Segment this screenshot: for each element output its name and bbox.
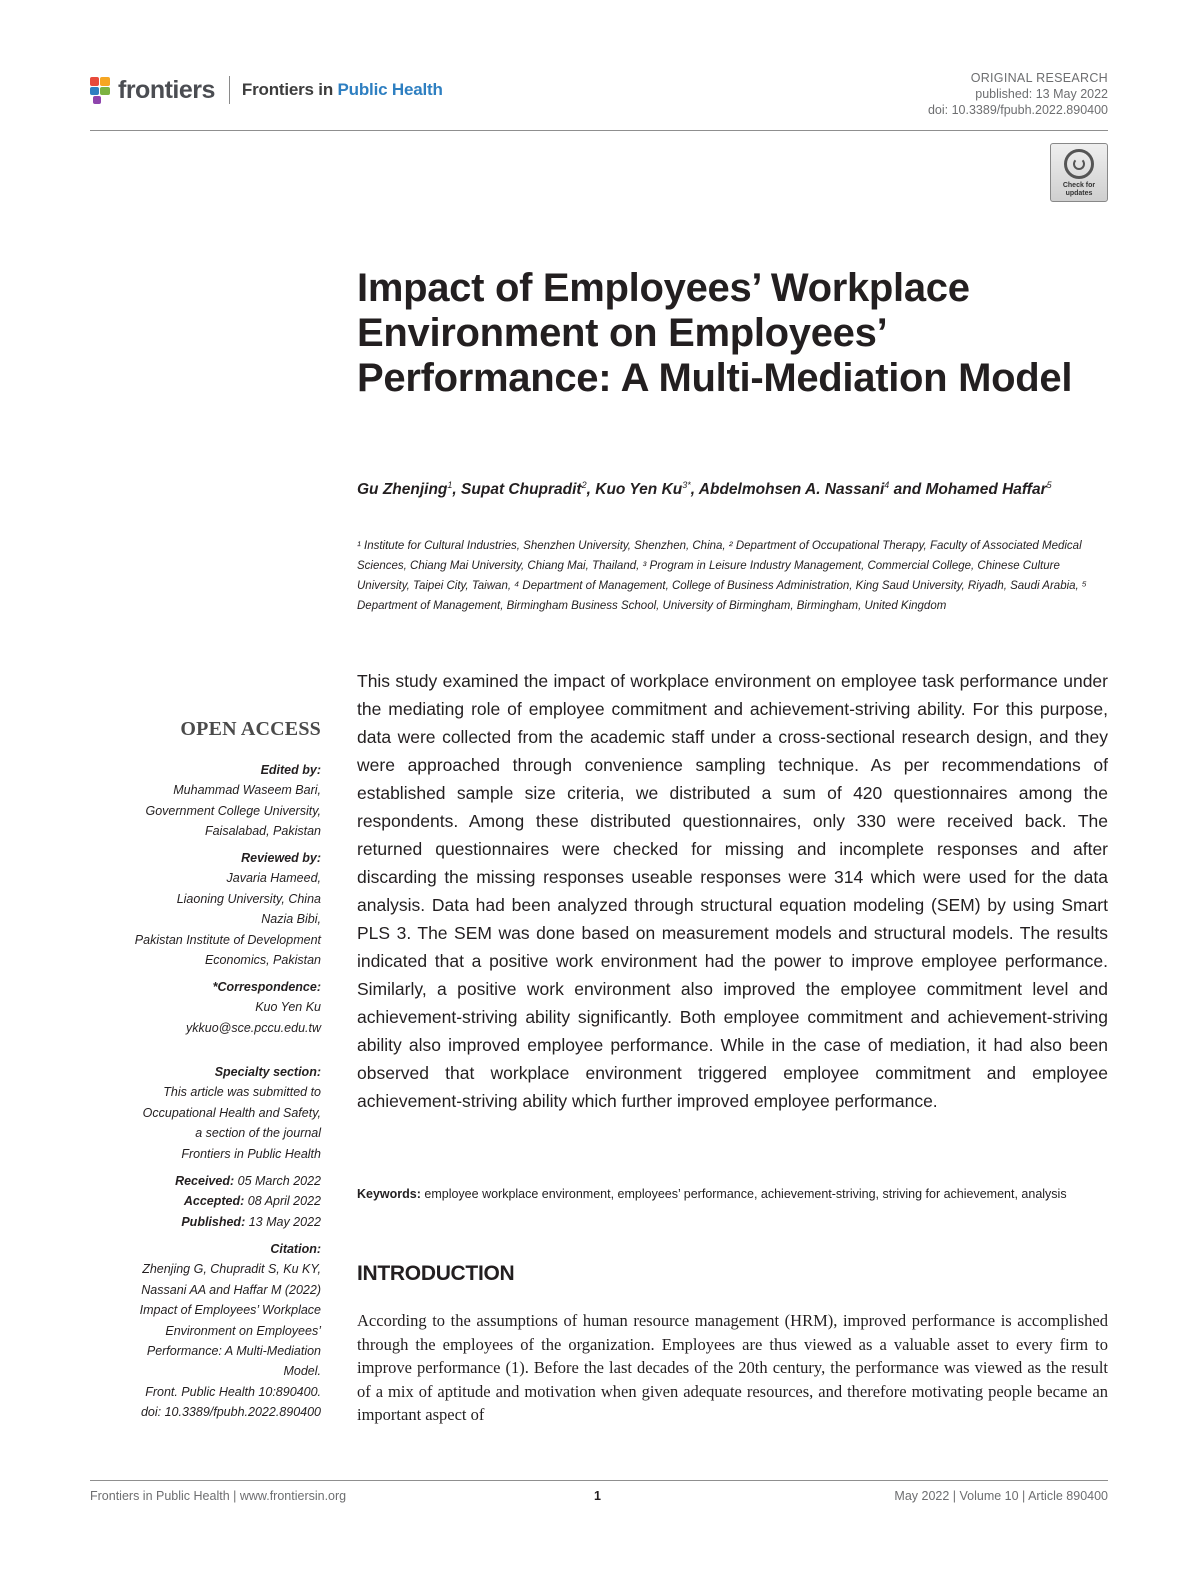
brand-divider: [229, 76, 230, 104]
author-name[interactable]: Gu Zhenjing: [357, 481, 448, 499]
keywords-list: employee workplace environment, employees’ performance, achievement-striving, striving for achievement, analysis: [424, 1187, 1067, 1201]
footer-issue-info: May 2022 | Volume 10 | Article 890400: [894, 1489, 1108, 1503]
author-name[interactable]: Kuo Yen Ku: [595, 481, 683, 499]
correspondence-heading: *Correspondence:: [212, 980, 321, 994]
citation-line: Impact of Employees’ Workplace: [139, 1303, 321, 1318]
author-name[interactable]: Abdelmohsen A. Nassani: [698, 481, 885, 499]
author-separator: ,: [690, 481, 699, 499]
author-name[interactable]: Supat Chupradit: [461, 481, 582, 499]
reviewed-by-line: Economics, Pakistan: [204, 953, 321, 968]
accepted-date: Accepted: 08 April 2022: [183, 1194, 321, 1209]
reviewed-by-line: Nazia Bibi,: [261, 912, 321, 927]
author-affiliation-mark: 3*: [682, 480, 691, 490]
keywords: [357, 1184, 1108, 1204]
dates-section: [100, 1171, 321, 1232]
reviewed-by-line: Javaria Hameed,: [226, 871, 321, 886]
specialty-heading: Specialty section:: [214, 1065, 321, 1079]
frontiers-logo-icon: [88, 75, 114, 105]
check-for-updates-badge[interactable]: [1050, 143, 1108, 202]
footer-rule: [90, 1480, 1108, 1481]
correspondence-email[interactable]: ykkuo@sce.pccu.edu.tw: [186, 1020, 321, 1035]
citation-heading: Citation:: [270, 1242, 321, 1256]
specialty-line: a section of the journal: [195, 1126, 321, 1141]
reviewed-by-section: [100, 848, 321, 970]
keywords-label: Keywords:: [357, 1187, 421, 1201]
received-date: Received: 05 March 2022: [175, 1174, 321, 1188]
introduction-text: According to the assumptions of human resource management (HRM), improved performance is accomplished through the employees of the organization. Employees are thus viewed as a valuable asset to every firm to improve performance (1). Before the last decades of the 20th century, the performance was viewed as the result of a mix of aptitude and motivation when given adequate resources, and therefore motivating people became an important aspect of: [357, 1311, 1108, 1424]
edited-by-heading: Edited by:: [260, 763, 321, 777]
reviewed-by-line: Pakistan Institute of Development: [134, 932, 321, 947]
specialty-line: Occupational Health and Safety,: [142, 1105, 321, 1120]
author-affiliation-mark: 2: [581, 480, 587, 490]
author-affiliation-mark: 5: [1046, 480, 1052, 490]
specialty-line: This article was submitted to: [163, 1085, 321, 1100]
citation-line: Environment on Employees’: [165, 1323, 321, 1338]
author-affiliation-mark: 1: [447, 480, 453, 490]
footer-journal-link[interactable]: Frontiers in Public Health | www.frontiersin.org: [90, 1489, 347, 1503]
author-list: [357, 474, 1057, 501]
specialty-section: [100, 1062, 321, 1164]
edited-by-line: Muhammad Waseem Bari,: [173, 783, 321, 798]
citation-line: Front. Public Health 10:890400.: [145, 1384, 321, 1399]
updates-icon: [1064, 149, 1094, 179]
journal-brand: [88, 72, 443, 108]
page-number: 1: [594, 1489, 601, 1503]
published-date: published: 13 May 2022: [975, 87, 1108, 101]
published-date-sidebar: Published: 13 May 2022: [181, 1214, 321, 1229]
citation-line: Model.: [283, 1364, 321, 1379]
open-access-label: OPEN ACCESS: [180, 718, 321, 740]
abstract: This study examined the impact of workplace environment on employee task performance under the mediating role of employee commitment and achievement-striving ability. For this purpose, data were collected from the academic staff under a cross-sectional research design, and they were approached through convenience sampling technique. As per recommendations of established sample size criteria, we distributed a sum of 420 questionnaires among the respondents. Among these distributed questionnaires, only 330 were received back. The returned questionnaires were checked for missing and incomplete responses and after discarding the missing responses useable responses were 314 which were used for the data analysis. Data had been analyzed through structural equation modeling (SEM) by using Smart PLS 3. The SEM was done based on measurement models and structural models. The results indicated that a positive work environment had the power to improve employee performance. Similarly, a positive work environment also improved the employee commitment level and achievement-striving ability significantly. Both employee commitment and achievement-striving ability also improved employee performance. While in the case of mediation, it had also been observed that workplace environment triggered employee commitment and employee achievement-striving ability which further improved employee performance.: [357, 671, 1108, 1111]
affiliations: ¹ Institute for Cultural Industries, Shenzhen University, Shenzhen, China, ² Department of Occupational Therapy, Faculty of Associated Medical Sciences, Chiang Mai University, Chiang Mai, Thailand, ³ Program in Leisure Industry Management, Commercial College, Chinese Culture University, Taipei City, Taiwan, ⁴ Department of Management, College of Business Administration, King Saud University, Riyadh, Saudi Arabia, ⁵ Department of Management, Birmingham Business School, University of Birmingham, Birmingham, United Kingdom: [357, 540, 1087, 612]
reviewed-by-line: Liaoning University, China: [176, 891, 321, 906]
correspondence-section: [100, 977, 321, 1038]
article-title: Impact of Employees’ Workplace Environment on Employees’ Performance: A Multi-Mediation Model: [357, 266, 1073, 400]
author-affiliation-mark: 4: [884, 480, 890, 490]
header-rule: [90, 130, 1108, 131]
author-separator: ,: [586, 481, 596, 499]
citation-line: Nassani AA and Haffar M (2022): [141, 1282, 321, 1297]
article-meta: [928, 70, 1108, 118]
edited-by-section: [100, 760, 321, 842]
reviewed-by-heading: Reviewed by:: [241, 851, 321, 865]
updates-label: Check for updates: [1062, 182, 1096, 197]
author-separator: ,: [452, 481, 462, 499]
author-name[interactable]: Mohamed Haffar: [925, 481, 1047, 499]
article-type: ORIGINAL RESEARCH: [970, 71, 1108, 85]
journal-name[interactable]: Frontiers in Public Health: [241, 80, 443, 99]
author-separator: and: [889, 481, 926, 499]
correspondence-name: Kuo Yen Ku: [255, 1000, 321, 1015]
frontiers-wordmark: frontiers: [118, 75, 215, 104]
edited-by-line: Government College University,: [145, 803, 321, 818]
specialty-line: Frontiers in Public Health: [181, 1146, 321, 1161]
introduction-heading: INTRODUCTION: [357, 1262, 515, 1285]
edited-by-line: Faisalabad, Pakistan: [204, 824, 321, 839]
citation-line: Zhenjing G, Chupradit S, Ku KY,: [142, 1262, 321, 1277]
citation-section: [100, 1239, 321, 1423]
article-doi[interactable]: doi: 10.3389/fpubh.2022.890400: [927, 103, 1108, 117]
citation-line[interactable]: doi: 10.3389/fpubh.2022.890400: [140, 1405, 321, 1420]
citation-line: Performance: A Multi-Mediation: [146, 1344, 321, 1359]
